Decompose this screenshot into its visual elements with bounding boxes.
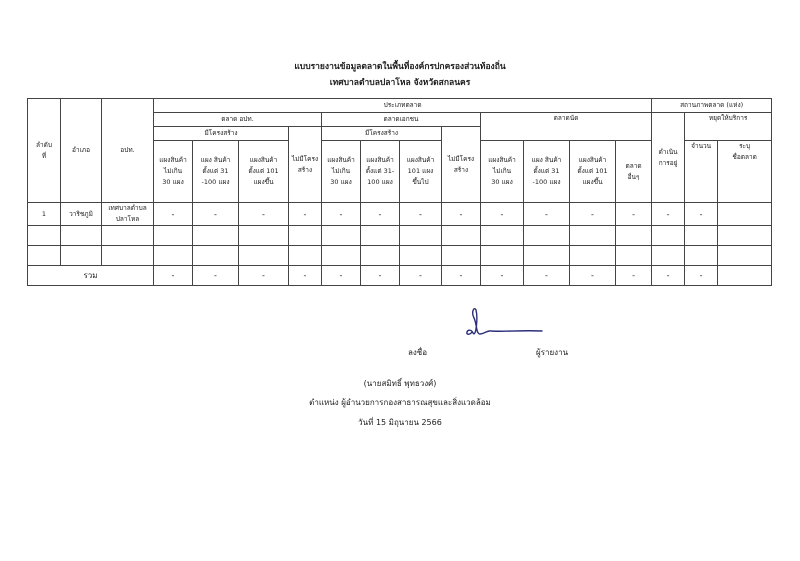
header-stopped-name: ระบุ ชื่อตลาด	[718, 141, 772, 203]
header-row-1	[28, 99, 772, 113]
header-lao-stalls-31-100: แผง สินค้า ตั้งแต่ 31 -100 แผง	[193, 141, 239, 203]
row-cell: -	[193, 203, 239, 226]
header-pop-stalls-30: แผงสินค้า ไม่เกิน 30 แผง	[481, 141, 524, 203]
row-cell	[718, 203, 772, 226]
total-cell: -	[289, 266, 322, 286]
header-private-has-structure: มีโครงสร้าง	[322, 127, 442, 141]
row-seq: 1	[28, 203, 61, 226]
report-subtitle: เทศบาลตำบลปลาโหล จังหวัดสกลนคร	[329, 78, 471, 88]
header-operating: ดำเนิน การอยู่	[652, 113, 685, 203]
row-cell: -	[652, 203, 685, 226]
table-row	[28, 203, 772, 226]
total-cell: -	[570, 266, 616, 286]
report-title: แบบรายงานข้อมูลตลาดในพื้นที่องค์กรปกครองส่วนท้องถิ่น	[294, 62, 506, 72]
header-private-no-structure: ไม่มีโครง สร้าง	[442, 127, 481, 203]
row-cell: -	[154, 203, 193, 226]
header-stopped: หยุดให้บริการ	[685, 113, 772, 141]
signer-position: ตำแหน่ง ผู้อำนวยการกองสาธารณสุขและสิ่งแวดล้อม	[309, 398, 491, 407]
empty-row	[28, 226, 772, 246]
row-cell: -	[524, 203, 570, 226]
total-row	[28, 266, 772, 286]
sign-label: ลงชื่อ	[408, 348, 428, 357]
header-lao: อปท.	[102, 99, 154, 203]
total-cell: -	[400, 266, 442, 286]
market-report-table	[27, 98, 772, 286]
header-seq: ลำดับ ที่	[28, 99, 61, 203]
row-cell: -	[685, 203, 718, 226]
total-cell: -	[652, 266, 685, 286]
header-lao-market: ตลาด อปท.	[154, 113, 322, 127]
header-lao-stalls-101: แผงสินค้า ตั้งแต่ 101 แผงขึ้น	[239, 141, 289, 203]
header-lao-stalls-30: แผงสินค้า ไม่เกิน 30 แผง	[154, 141, 193, 203]
header-private-stalls-101: แผงสินค้า 101 แผง ขึ้นไป	[400, 141, 442, 203]
total-cell: -	[239, 266, 289, 286]
header-private-stalls-31-100: แผงสินค้า ตั้งแต่ 31- 100 แผง	[361, 141, 400, 203]
header-private-market: ตลาดเอกชน	[322, 113, 481, 127]
total-cell: -	[616, 266, 652, 286]
reporter-label: ผู้รายงาน	[536, 348, 569, 357]
row-cell: -	[570, 203, 616, 226]
header-pop-stalls-101: แผงสินค้า ตั้งแต่ 101 แผงขึ้น	[570, 141, 616, 203]
total-cell: -	[361, 266, 400, 286]
handwritten-signature	[458, 304, 543, 344]
total-cell: -	[193, 266, 239, 286]
signer-name: (นายสมิทธิ์ พุทธวงศ์)	[363, 379, 437, 388]
row-cell: -	[616, 203, 652, 226]
header-market-status: สถานภาพตลาด (แห่ง)	[652, 99, 772, 113]
report-date: วันที่ 15 มิถุนายน 2566	[358, 418, 442, 427]
header-market-type: ประเภทตลาด	[154, 99, 652, 113]
row-district: วาริชภูมิ	[61, 203, 102, 226]
header-pop-stalls-31-100: แผง สินค้า ตั้งแต่ 31 -100 แผง	[524, 141, 570, 203]
header-pop-other: ตลาด อื่นๆ	[616, 141, 652, 203]
header-stopped-count: จำนวน	[685, 141, 718, 203]
row-cell: -	[361, 203, 400, 226]
header-pop-up-market: ตลาดนัด	[481, 113, 652, 141]
total-cell: -	[154, 266, 193, 286]
header-district: อำเภอ	[61, 99, 102, 203]
header-lao-no-structure: ไม่มีโครง สร้าง	[289, 127, 322, 203]
total-cell: -	[685, 266, 718, 286]
row-cell: -	[400, 203, 442, 226]
total-cell	[718, 266, 772, 286]
total-cell: -	[524, 266, 570, 286]
total-label: รวม	[28, 266, 154, 286]
total-cell: -	[481, 266, 524, 286]
row-cell: -	[322, 203, 361, 226]
header-private-stalls-30: แผงสินค้า ไม่เกิน 30 แผง	[322, 141, 361, 203]
header-lao-has-structure: มีโครงสร้าง	[154, 127, 289, 141]
row-lao: เทศบาลตำบล ปลาโหล	[102, 203, 154, 226]
row-cell: -	[481, 203, 524, 226]
total-cell: -	[442, 266, 481, 286]
empty-row	[28, 246, 772, 266]
total-cell: -	[322, 266, 361, 286]
row-cell: -	[442, 203, 481, 226]
row-cell: -	[239, 203, 289, 226]
row-cell: -	[289, 203, 322, 226]
